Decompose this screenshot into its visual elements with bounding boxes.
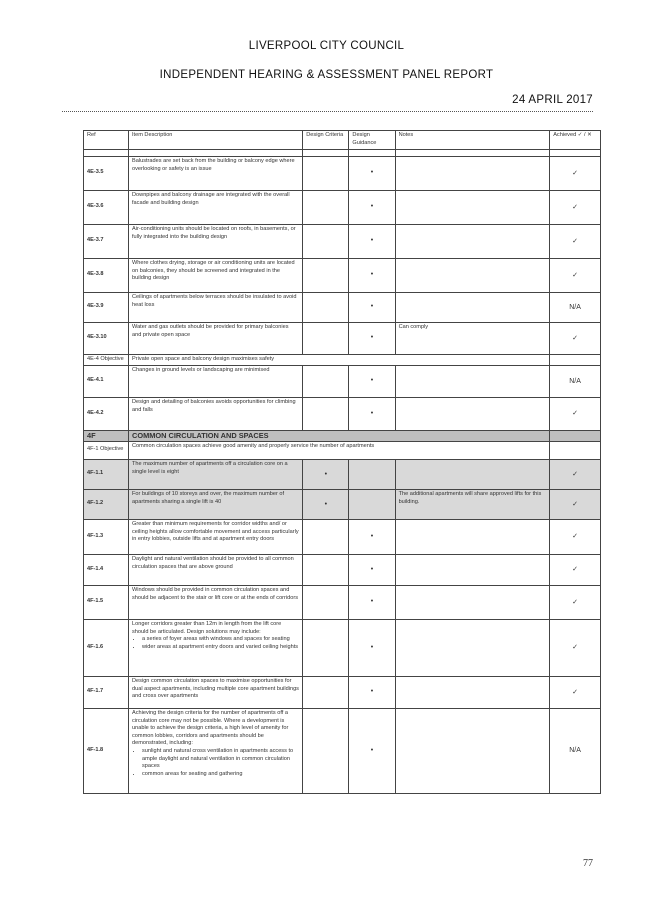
table-row <box>84 555 601 586</box>
objective-text: Private open space and balcony design maximises safety <box>129 355 550 366</box>
achieved-cell: N/A <box>550 709 601 794</box>
table-row <box>84 709 601 794</box>
col-header-description: Item Description <box>129 131 303 150</box>
design-criteria-cell <box>303 520 349 555</box>
row-ref: 4F-1.7 <box>84 677 129 709</box>
notes-cell <box>395 620 550 677</box>
notes-cell <box>395 366 550 398</box>
design-criteria-cell <box>303 366 349 398</box>
design-criteria-cell <box>303 586 349 620</box>
table-row <box>84 620 601 677</box>
design-criteria-cell <box>303 555 349 586</box>
achieved-cell <box>550 442 601 460</box>
achieved-cell: N/A <box>550 293 601 323</box>
achieved-cell: ✓ <box>550 586 601 620</box>
item-description <box>129 520 303 555</box>
item-description-text: Downpipes and balcony drainage are integrated with the overall facade and building design <box>132 192 290 206</box>
report-date: 24 APRIL 2017 <box>512 94 593 106</box>
header-divider <box>62 111 593 112</box>
col-header-design-criteria: Design Criteria <box>303 131 349 150</box>
design-guidance-cell: • <box>349 293 395 323</box>
section-title: COMMON CIRCULATION AND SPACES <box>129 431 550 442</box>
design-criteria-cell <box>303 323 349 355</box>
item-description-text: Design common circulation spaces to maximise opportunities for dual aspect apartments, including multiple core apartment buildings and cross over apartments <box>132 678 299 700</box>
design-criteria-cell <box>303 225 349 259</box>
row-ref: 4F-1.6 <box>84 620 129 677</box>
design-criteria-cell <box>303 620 349 677</box>
section-header-row <box>84 431 601 442</box>
row-ref: 4E-3.8 <box>84 259 129 293</box>
notes-cell <box>395 191 550 225</box>
notes-cell <box>395 709 550 794</box>
row-ref: 4F-1.2 <box>84 490 129 520</box>
notes-cell <box>395 157 550 191</box>
table-row <box>84 366 601 398</box>
table-row <box>84 259 601 293</box>
row-ref: 4E-3.5 <box>84 157 129 191</box>
council-name: LIVERPOOL CITY COUNCIL <box>248 40 405 52</box>
table-row <box>84 520 601 555</box>
achieved-cell <box>550 431 601 442</box>
design-criteria-cell <box>303 259 349 293</box>
item-description <box>129 620 303 677</box>
item-description-text: Design and detailing of balconies avoids opportunities for climbing and falls <box>132 399 296 413</box>
design-criteria-cell <box>303 293 349 323</box>
design-guidance-cell: • <box>349 259 395 293</box>
item-description <box>129 398 303 431</box>
row-ref: 4E-4.2 <box>84 398 129 431</box>
table-row <box>84 677 601 709</box>
item-description <box>129 460 303 490</box>
design-guidance-cell: • <box>349 366 395 398</box>
row-ref: 4F-1.8 <box>84 709 129 794</box>
item-description-text: Ceilings of apartments below terraces should be insulated to avoid heat loss <box>132 294 297 308</box>
design-guidance-cell: • <box>349 398 395 431</box>
notes-cell <box>395 677 550 709</box>
row-ref: 4E-3.6 <box>84 191 129 225</box>
notes-cell <box>395 293 550 323</box>
table-row <box>84 191 601 225</box>
achieved-cell: ✓ <box>550 520 601 555</box>
notes-cell <box>395 520 550 555</box>
table-row <box>84 586 601 620</box>
item-bullet-list <box>132 748 299 778</box>
design-guidance-cell: • <box>349 586 395 620</box>
notes-cell <box>395 259 550 293</box>
item-description <box>129 293 303 323</box>
table-row <box>84 293 601 323</box>
achieved-cell: ✓ <box>550 157 601 191</box>
design-criteria-cell <box>303 398 349 431</box>
item-description <box>129 677 303 709</box>
item-description <box>129 586 303 620</box>
design-guidance-cell: • <box>349 620 395 677</box>
item-description-text: Achieving the design criteria for the number of apartments off a circulation core may not be possible. Where a development is unable to achieve the design criteria, a high level of amenity for common lobbies, corridors and apartments should be demonstrated, including: <box>132 710 289 747</box>
design-guidance-cell: • <box>349 555 395 586</box>
row-ref: 4F-1.4 <box>84 555 129 586</box>
item-description <box>129 709 303 794</box>
compliance-table <box>83 130 601 794</box>
row-ref: 4F-1.1 <box>84 460 129 490</box>
item-description-text: The maximum number of apartments off a circulation core on a single level is eight <box>132 461 288 475</box>
achieved-cell: ✓ <box>550 398 601 431</box>
table-row <box>84 323 601 355</box>
notes-cell <box>395 555 550 586</box>
notes-cell: The additional apartments will share approved lifts for this building. <box>395 490 550 520</box>
item-bullet: • sunlight and natural cross ventilation in apartments access to ample daylight and natural ventilation in common circulation spaces <box>142 748 299 771</box>
design-guidance-cell: • <box>349 191 395 225</box>
row-ref: 4E-4.1 <box>84 366 129 398</box>
item-description <box>129 366 303 398</box>
achieved-cell: ✓ <box>550 620 601 677</box>
design-criteria-cell: • <box>303 460 349 490</box>
table-row <box>84 157 601 191</box>
design-guidance-cell: • <box>349 157 395 191</box>
notes-cell <box>395 460 550 490</box>
objective-row <box>84 355 601 366</box>
achieved-cell: ✓ <box>550 259 601 293</box>
row-ref: 4F-1.3 <box>84 520 129 555</box>
notes-cell: Can comply <box>395 323 550 355</box>
col-header-ref: Ref <box>84 131 129 150</box>
achieved-cell: ✓ <box>550 490 601 520</box>
item-bullet: • wider areas at apartment entry doors and varied ceiling heights <box>142 644 299 652</box>
item-description-text: Windows should be provided in common circulation spaces and should be adjacent to the stair or lift core or at the ends of corridors <box>132 587 299 601</box>
item-description-text: Water and gas outlets should be provided for primary balconies and private open space <box>132 324 289 338</box>
table-row <box>84 490 601 520</box>
item-description-text: Balustrades are set back from the building or balcony edge where overlooking or safety is an issue <box>132 158 295 172</box>
item-description-text: Air-conditioning units should be located on roofs, in basements, or fully integrated into the building design <box>132 226 296 240</box>
item-description-text: For buildings of 10 storeys and over, the maximum number of apartments sharing a single lift is 40 <box>132 491 285 505</box>
achieved-cell: ✓ <box>550 555 601 586</box>
design-guidance-cell: • <box>349 709 395 794</box>
item-description <box>129 555 303 586</box>
achieved-cell <box>550 355 601 366</box>
achieved-cell: ✓ <box>550 323 601 355</box>
objective-text: Common circulation spaces achieve good amenity and properly service the number of apartments <box>129 442 550 460</box>
col-header-achieved: Achieved ✓ / ✕ <box>550 131 601 150</box>
row-ref: 4F <box>84 431 129 442</box>
item-description-text: Daylight and natural ventilation should be provided to all common circulation spaces that are above ground <box>132 556 294 570</box>
page-number: 77 <box>583 858 593 869</box>
row-ref: 4E-3.9 <box>84 293 129 323</box>
design-criteria-cell <box>303 677 349 709</box>
item-description-text: Where clothes drying, storage or air conditioning units are located on balconies, they should be screened and integrated in the building design <box>132 260 295 282</box>
item-bullet: • a series of foyer areas with windows and spaces for seating <box>142 636 299 644</box>
design-guidance-cell <box>349 460 395 490</box>
achieved-cell: ✓ <box>550 225 601 259</box>
header-spacer-row <box>84 150 601 157</box>
col-header-design-guidance: Design Guidance <box>349 131 395 150</box>
item-description <box>129 157 303 191</box>
design-guidance-cell: • <box>349 323 395 355</box>
report-title: INDEPENDENT HEARING & ASSESSMENT PANEL REPORT <box>159 69 494 81</box>
design-criteria-cell <box>303 709 349 794</box>
row-ref: 4E-3.10 <box>84 323 129 355</box>
item-bullet-list <box>132 636 299 651</box>
design-criteria-cell <box>303 157 349 191</box>
achieved-cell: ✓ <box>550 191 601 225</box>
row-ref: 4F-1.5 <box>84 586 129 620</box>
achieved-cell: ✓ <box>550 460 601 490</box>
row-ref: 4E-4 Objective <box>84 355 129 366</box>
item-description-text: Greater than minimum requirements for corridor widths and/ or ceiling heights allow comfortable movement and access particularly in entry lobbies, outside lifts and at apartment entry doors <box>132 521 299 543</box>
item-description <box>129 191 303 225</box>
table-header-row <box>84 131 601 150</box>
design-criteria-cell: • <box>303 490 349 520</box>
notes-cell <box>395 398 550 431</box>
item-description-text: Longer corridors greater than 12m in length from the lift core should be articulated. Design solutions may include: <box>132 621 282 635</box>
item-bullet: • common areas for seating and gathering <box>142 771 299 779</box>
col-header-notes: Notes <box>395 131 550 150</box>
design-guidance-cell: • <box>349 225 395 259</box>
design-guidance-cell: • <box>349 520 395 555</box>
item-description-text: Changes in ground levels or landscaping are minimised <box>132 367 270 373</box>
achieved-cell: N/A <box>550 366 601 398</box>
item-description <box>129 259 303 293</box>
design-criteria-cell <box>303 191 349 225</box>
table-row <box>84 225 601 259</box>
table-row <box>84 460 601 490</box>
design-guidance-cell <box>349 490 395 520</box>
design-guidance-cell: • <box>349 677 395 709</box>
achieved-cell: ✓ <box>550 677 601 709</box>
item-description <box>129 490 303 520</box>
table-row <box>84 398 601 431</box>
row-ref: 4E-3.7 <box>84 225 129 259</box>
notes-cell <box>395 225 550 259</box>
item-description <box>129 225 303 259</box>
notes-cell <box>395 586 550 620</box>
objective-row <box>84 442 601 460</box>
item-description <box>129 323 303 355</box>
row-ref: 4F-1 Objective <box>84 442 129 460</box>
